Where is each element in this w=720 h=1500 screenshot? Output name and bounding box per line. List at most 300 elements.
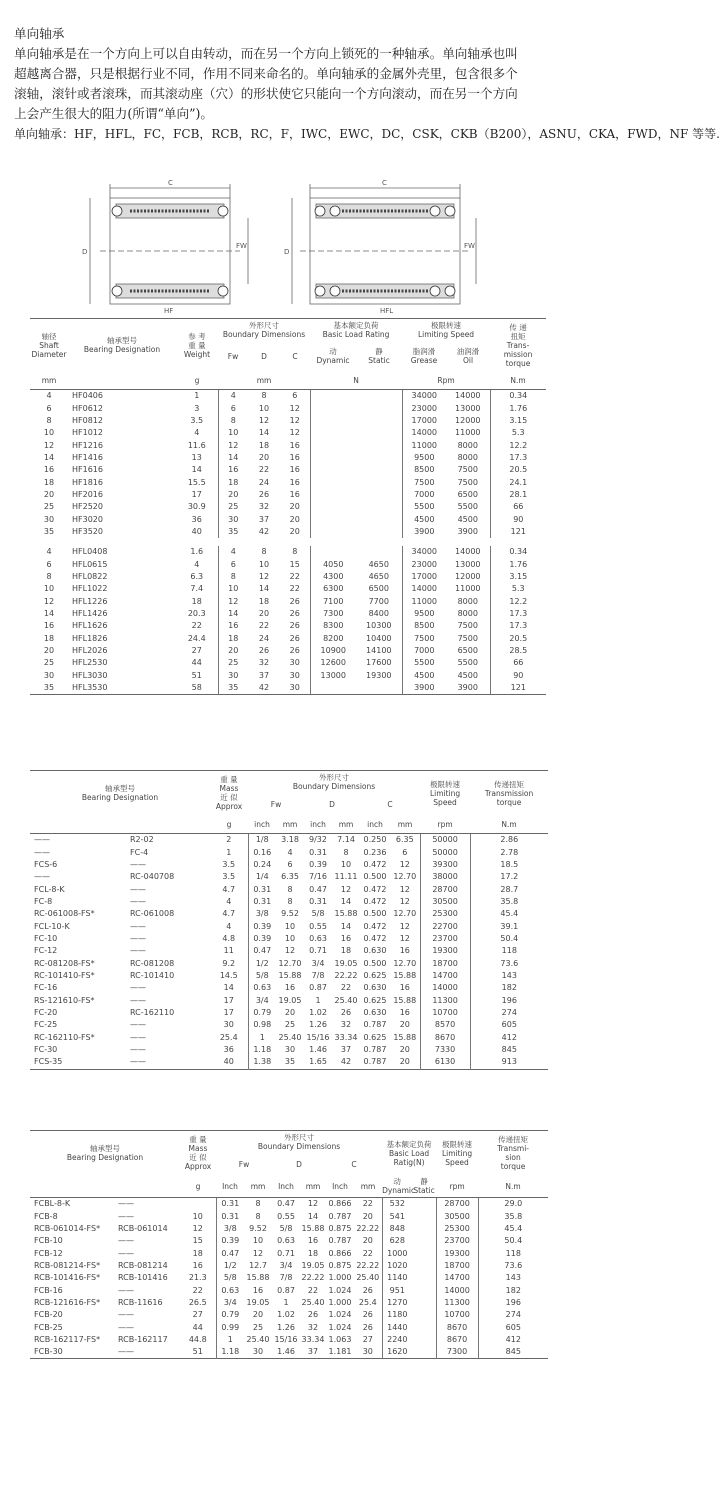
table-cell: 0.472 (363, 884, 387, 894)
unit-inch: inch (248, 815, 276, 834)
table-row (30, 596, 546, 608)
table-cell: 51 (191, 670, 202, 680)
table-cell: 8 (255, 1199, 261, 1209)
table-cell: 3/4 (279, 1260, 293, 1270)
table-cell: 7000 (402, 489, 446, 501)
table-cell: 10 (258, 403, 270, 413)
table-cell: 5500 (402, 501, 446, 513)
table-cell: 7300 (436, 1346, 478, 1359)
table-cell: 8 (287, 896, 293, 906)
table-cell: 14 (223, 983, 234, 993)
table-cell: 20 (289, 526, 300, 536)
table-cell: 32 (258, 658, 270, 668)
table-cell: RCB-162117-FS* (34, 1334, 101, 1344)
table-cell: 10 (258, 559, 270, 569)
table-cell: 22700 (420, 920, 470, 932)
table-cell: 8000 (457, 452, 478, 462)
table-cell (356, 489, 402, 501)
table-cell (356, 452, 402, 464)
table-cell: 22 (258, 465, 270, 475)
table-cell: 15.88 (246, 1273, 270, 1283)
table-row (30, 871, 548, 883)
table-cell: 5500 (457, 502, 478, 512)
table-cell: 19.05 (334, 958, 358, 968)
table-cell: 605 (470, 1019, 548, 1031)
designation-header: 轴承型号 Bearing Designation (30, 1131, 180, 1176)
table-cell: 14 (340, 896, 352, 906)
table-cell: 0.630 (363, 1007, 387, 1017)
table-cell: 25.40 (356, 1273, 380, 1283)
table-cell: HF1012 (72, 428, 103, 438)
table-cell: 25 (252, 1322, 264, 1332)
table-cell: 24 (258, 477, 270, 487)
table-cell (180, 1198, 216, 1211)
unit-nm: N.m (490, 371, 546, 390)
table-cell: 1.26 (309, 1020, 327, 1030)
table-cell: 9500 (402, 452, 446, 464)
table-cell: 8000 (457, 609, 478, 619)
table-row (30, 1247, 548, 1259)
unit-nm: N.m (478, 1175, 548, 1198)
mass-header: 重 量 Mass 近 似 Approx (180, 1131, 216, 1176)
table-cell: 26 (362, 1322, 373, 1332)
unit-mm: mm (354, 1175, 382, 1198)
table-cell: RCB-121616-FS* (34, 1297, 101, 1307)
table-cell: 26 (362, 1285, 373, 1295)
table-cell: 0.625 (363, 995, 387, 1005)
table-cell (310, 526, 356, 538)
table-cell: 0.87 (309, 983, 327, 993)
table-cell: 0.472 (363, 896, 387, 906)
table-cell: 15.88 (393, 995, 417, 1005)
table-cell: 2.86 (470, 834, 548, 847)
table-cell: 7500 (457, 465, 478, 475)
table-cell: 8 (218, 415, 248, 427)
table-cell (310, 501, 356, 513)
table-cell: 22 (362, 1248, 373, 1258)
table-cell: 28700 (436, 1198, 478, 1211)
table-cell: 30 (43, 670, 55, 680)
table-cell: HFL1826 (72, 633, 108, 643)
table-cell: 28.1 (490, 489, 546, 501)
table-cell: 1 (216, 1334, 244, 1346)
table-cell: 6.35 (395, 835, 414, 845)
table-cell: 12.7 (249, 1260, 267, 1270)
table-cell (356, 476, 402, 488)
table-cell: HFL0615 (72, 559, 108, 569)
table-cell: 30 (43, 514, 55, 524)
hfl-c-label: C (382, 179, 387, 187)
table-row (30, 945, 548, 957)
table-row (30, 908, 548, 920)
table-cell: HFL1022 (72, 584, 108, 594)
table-cell: 0.71 (309, 946, 327, 956)
table-row (30, 501, 546, 513)
table-cell: 1.26 (277, 1322, 295, 1332)
table-cell (412, 1198, 436, 1211)
table-cell: 25300 (420, 908, 470, 920)
table-cell: 25.40 (246, 1334, 270, 1344)
table-cell: 5/8 (216, 1272, 244, 1284)
unit-mm: mm (30, 371, 68, 390)
table-cell: HF3520 (72, 526, 103, 536)
hfl-caption: HFL (380, 307, 394, 315)
table-cell: 12000 (455, 415, 481, 425)
table-cell: 8 (261, 547, 267, 557)
table-cell: 4500 (457, 670, 478, 680)
table-cell: 18 (218, 476, 248, 488)
table-cell: 1140 (382, 1272, 412, 1284)
table-cell: 20 (284, 1007, 296, 1017)
table-cell: 20 (289, 514, 300, 524)
table-cell (310, 476, 356, 488)
table-cell: 12 (252, 1248, 264, 1258)
hfl-fw-label: FW (464, 242, 475, 250)
table-cell: 0.500 (363, 958, 387, 968)
table-cell: 14 (258, 584, 270, 594)
table-cell (356, 427, 402, 439)
table-cell: 20 (399, 1045, 410, 1055)
oil-header: 油润滑 Oil (456, 347, 480, 365)
table-cell: RC-081208-FS* (34, 958, 95, 968)
table-cell: —— (130, 1032, 146, 1042)
table-cell: 1180 (382, 1309, 412, 1321)
table-cell: 30 (362, 1347, 373, 1357)
table-cell: 20.5 (490, 633, 546, 645)
table-cell: RCB-061014-FS* (34, 1223, 101, 1233)
table-cell: 15.5 (187, 477, 206, 487)
table-cell: 30.9 (187, 502, 206, 512)
table-cell: 22 (307, 1285, 319, 1295)
table-cell: 0.625 (363, 970, 387, 980)
load-header: 基本额定负荷 Basic Load Rating (310, 319, 402, 342)
table-cell: 6 (402, 847, 408, 857)
table-cell: 4.7 (222, 909, 236, 919)
unit-g: g (176, 371, 218, 390)
table-cell: 121 (490, 526, 546, 538)
table-cell: 4500 (402, 670, 446, 682)
table-cell (310, 452, 356, 464)
table-cell: 26 (307, 1310, 319, 1320)
table-cell: —— (118, 1211, 134, 1221)
table-cell: 16 (289, 440, 300, 450)
table-cell (412, 1260, 436, 1272)
table-cell: 0.31 (248, 883, 276, 895)
table-cell: 0.630 (363, 946, 387, 956)
dims-header: 外形尺寸 Boundary Dimensions (218, 319, 310, 342)
table-cell: 6 (287, 859, 293, 869)
table-cell: 20 (43, 646, 55, 656)
table-cell: 1.063 (328, 1334, 352, 1344)
table-cell: 22 (289, 584, 300, 594)
table-cell: 15.88 (334, 909, 358, 919)
table-row (30, 583, 546, 595)
table-cell: 35 (218, 682, 248, 695)
table-cell: —— (130, 921, 146, 931)
table-cell: 7300 (310, 608, 356, 620)
table-cell: 17600 (366, 658, 392, 668)
table-cell: 0.866 (328, 1199, 352, 1209)
table-cell: 90 (490, 513, 546, 525)
table-cell: 50000 (420, 846, 470, 858)
table-cell: —— (118, 1285, 134, 1295)
table-cell (310, 415, 356, 427)
table-cell: 0.31 (309, 847, 327, 857)
table-cell: 0.63 (309, 933, 327, 943)
table-cell: 5.3 (490, 427, 546, 439)
table-cell: 20 (289, 502, 300, 512)
table-cell: 0.98 (248, 1019, 276, 1031)
table-cell: 12 (340, 884, 352, 894)
table-cell: 12 (218, 439, 248, 451)
table-cell: 12.2 (490, 439, 546, 451)
table-cell: RC-061008-FS* (34, 909, 95, 919)
table-cell: 1.38 (248, 1056, 276, 1069)
table-cell: 7/8 (311, 970, 325, 980)
table-cell: 19300 (420, 945, 470, 957)
table-row (30, 427, 546, 439)
table-cell: —— (118, 1199, 134, 1209)
table-cell: 0.71 (277, 1248, 295, 1258)
table-cell: RCB-101416-FS* (34, 1273, 101, 1283)
table-cell: 5/8 (248, 970, 276, 982)
table-cell: 7500 (457, 621, 478, 631)
table-row (30, 1019, 548, 1031)
unit-mm: mm (300, 1175, 326, 1198)
table-cell: 18 (191, 596, 202, 606)
table-cell: 18 (192, 1248, 203, 1258)
unit-inch: inch (304, 815, 332, 834)
table-cell: 17.3 (490, 452, 546, 464)
table-cell: 1 (194, 391, 200, 401)
table-cell: 32 (307, 1322, 319, 1332)
table-cell: 143 (478, 1272, 548, 1284)
table-cell: 39.1 (470, 920, 548, 932)
table-cell: 3.5 (222, 859, 236, 869)
table-cell: —— (130, 1045, 146, 1055)
table-cell: 12 (307, 1199, 319, 1209)
table-cell (356, 402, 402, 414)
table-cell: 15.88 (278, 970, 302, 980)
table-cell: 2 (226, 835, 232, 845)
table-cell: 20.3 (187, 609, 206, 619)
table-cell: 845 (470, 1044, 548, 1056)
fw-header: Fw (238, 1159, 250, 1169)
table-cell: 21.3 (188, 1273, 207, 1283)
table-cell: 3 (194, 403, 200, 413)
table-cell: 19300 (436, 1247, 478, 1259)
hf-d-label: D (82, 248, 88, 256)
table-cell: FC-30 (34, 1045, 58, 1055)
table-cell: 14 (43, 609, 55, 619)
table-cell: 32 (258, 502, 270, 512)
table-cell: 18700 (420, 957, 470, 969)
table-cell: —— (34, 835, 50, 845)
table-cell (412, 1247, 436, 1259)
table-cell: 8 (292, 547, 298, 557)
table-cell: 6.3 (190, 571, 204, 581)
table-row (30, 608, 546, 620)
unit-rpm: Rpm (402, 371, 490, 390)
table-cell: 25 (43, 502, 55, 512)
table-cell: FCB-30 (34, 1347, 63, 1357)
table-cell: 30 (218, 670, 248, 682)
table-cell: 16 (192, 1260, 203, 1270)
table-cell (310, 390, 356, 403)
table-cell: 6.35 (281, 872, 299, 882)
table-cell: 16 (218, 620, 248, 632)
table-cell: 22 (191, 621, 202, 631)
table-cell: 7/16 (309, 872, 327, 882)
table-cell: 45.4 (470, 908, 548, 920)
table-cell: 0.875 (328, 1223, 352, 1233)
table-cell: FC-16 (34, 983, 58, 993)
table-cell: 37 (307, 1347, 319, 1357)
table-cell: 14 (307, 1211, 319, 1221)
table-row (30, 1346, 548, 1359)
table-cell: 17000 (402, 571, 446, 583)
table-row (30, 859, 548, 871)
table-cell: FC-20 (34, 1007, 58, 1017)
table-cell: 14000 (402, 427, 446, 439)
table-cell: 20 (43, 489, 55, 499)
hfl-drawing (292, 184, 476, 304)
table-cell (412, 1210, 436, 1222)
table-cell (356, 390, 402, 403)
table-cell: RS-121610-FS* (34, 995, 95, 1005)
table-cell: 1.000 (328, 1297, 352, 1307)
table-cell: 0.79 (248, 1007, 276, 1019)
table-cell: 18 (43, 477, 55, 487)
table-cell: 118 (478, 1247, 548, 1259)
table-cell: 3900 (402, 526, 446, 538)
table-cell: 19.05 (278, 995, 302, 1005)
hf-c-label: C (168, 179, 173, 187)
table-row (30, 513, 546, 525)
table-cell: 0.787 (328, 1236, 352, 1246)
table-cell (412, 1272, 436, 1284)
table-row (30, 883, 548, 895)
unit-g: g (210, 815, 248, 834)
table-cell: 11300 (436, 1297, 478, 1309)
table-cell: 17.3 (490, 620, 546, 632)
table-cell: 0.39 (248, 933, 276, 945)
table-cell: 28700 (420, 883, 470, 895)
table-cell: —— (130, 1057, 146, 1067)
table-cell (412, 1235, 436, 1247)
table-cell (310, 513, 356, 525)
table-cell: 4 (287, 847, 293, 857)
table-cell: FCB-10 (34, 1236, 63, 1246)
table-cell (412, 1309, 436, 1321)
table-cell: —— (118, 1236, 134, 1246)
table-cell: 6300 (310, 583, 356, 595)
table-cell: 5.3 (490, 583, 546, 595)
table-cell: 4 (218, 546, 248, 558)
unit-inch: inch (360, 815, 390, 834)
table-cell: 0.87 (277, 1285, 295, 1295)
table-cell: 14000 (455, 547, 481, 557)
speed-header: 极限转速 Limiting Speed (402, 319, 490, 342)
table-cell: 14 (191, 465, 202, 475)
table-cell: 182 (470, 982, 548, 994)
table-cell: 20 (218, 489, 248, 501)
table-cell: 66 (490, 657, 546, 669)
table-row (30, 920, 548, 932)
table-cell: 16 (43, 621, 55, 631)
table-cell: 1440 (382, 1321, 412, 1333)
table-cell: 22.22 (334, 970, 358, 980)
table-cell: FCBL-8-K (34, 1199, 71, 1209)
table-cell: 4.7 (222, 884, 236, 894)
table-cell: 20 (218, 645, 248, 657)
table-cell: 33.34 (334, 1032, 358, 1042)
table-cell: 25 (43, 658, 55, 668)
table-cell: 50.4 (478, 1235, 548, 1247)
table-cell: 30 (289, 658, 300, 668)
table-cell (356, 526, 402, 538)
table-cell: 26 (289, 609, 300, 619)
table-cell: 39300 (420, 859, 470, 871)
table-cell: 1020 (382, 1260, 412, 1272)
table-cell: 1/8 (248, 834, 276, 847)
table-row (30, 1007, 548, 1019)
table-cell: 8670 (420, 1032, 470, 1044)
table-cell: 10 (43, 584, 55, 594)
table-cell: 6500 (368, 584, 389, 594)
d-header: D (329, 799, 335, 809)
table-cell: —— (130, 933, 146, 943)
table-cell: 26.5 (188, 1297, 207, 1307)
table-cell: 50000 (420, 834, 470, 847)
table-row (30, 1272, 548, 1284)
table-cell: 19.05 (301, 1260, 325, 1270)
table-cell: 25.4 (219, 1032, 238, 1042)
table-cell: HF2520 (72, 502, 103, 512)
table-cell: 16 (289, 489, 300, 499)
unit-inch: Inch (272, 1175, 300, 1198)
table-cell: 73.6 (470, 957, 548, 969)
table-cell: 3900 (457, 683, 478, 693)
table-cell: 0.34 (490, 546, 546, 558)
table-cell: 19.05 (246, 1297, 270, 1307)
table-cell: 22 (340, 983, 352, 993)
table-row (30, 620, 546, 632)
table-cell: 951 (382, 1284, 412, 1296)
table-cell: 1 (226, 847, 232, 857)
table-cell: 0.875 (328, 1260, 352, 1270)
table-cell: 25.40 (278, 1032, 302, 1042)
table-cell: 30 (218, 513, 248, 525)
table-row (30, 489, 546, 501)
table-cell: 20 (362, 1211, 373, 1221)
table-cell: 18.5 (470, 859, 548, 871)
table-cell: 7.4 (190, 584, 204, 594)
table-cell: 0.472 (363, 921, 387, 931)
table-cell: 0.787 (363, 1045, 387, 1055)
table-cell: 12000 (455, 571, 481, 581)
table-cell: 4 (46, 547, 52, 557)
table-cell: 22 (362, 1199, 373, 1209)
table-cell: 10 (192, 1211, 203, 1221)
table-cell: 5/8 (279, 1223, 293, 1233)
table-cell: 11.11 (334, 872, 358, 882)
table-cell (356, 464, 402, 476)
table-cell: 26 (258, 489, 270, 499)
unit-mm: mm (332, 815, 360, 834)
table-cell: 4 (226, 921, 232, 931)
table-cell: —— (118, 1322, 134, 1332)
